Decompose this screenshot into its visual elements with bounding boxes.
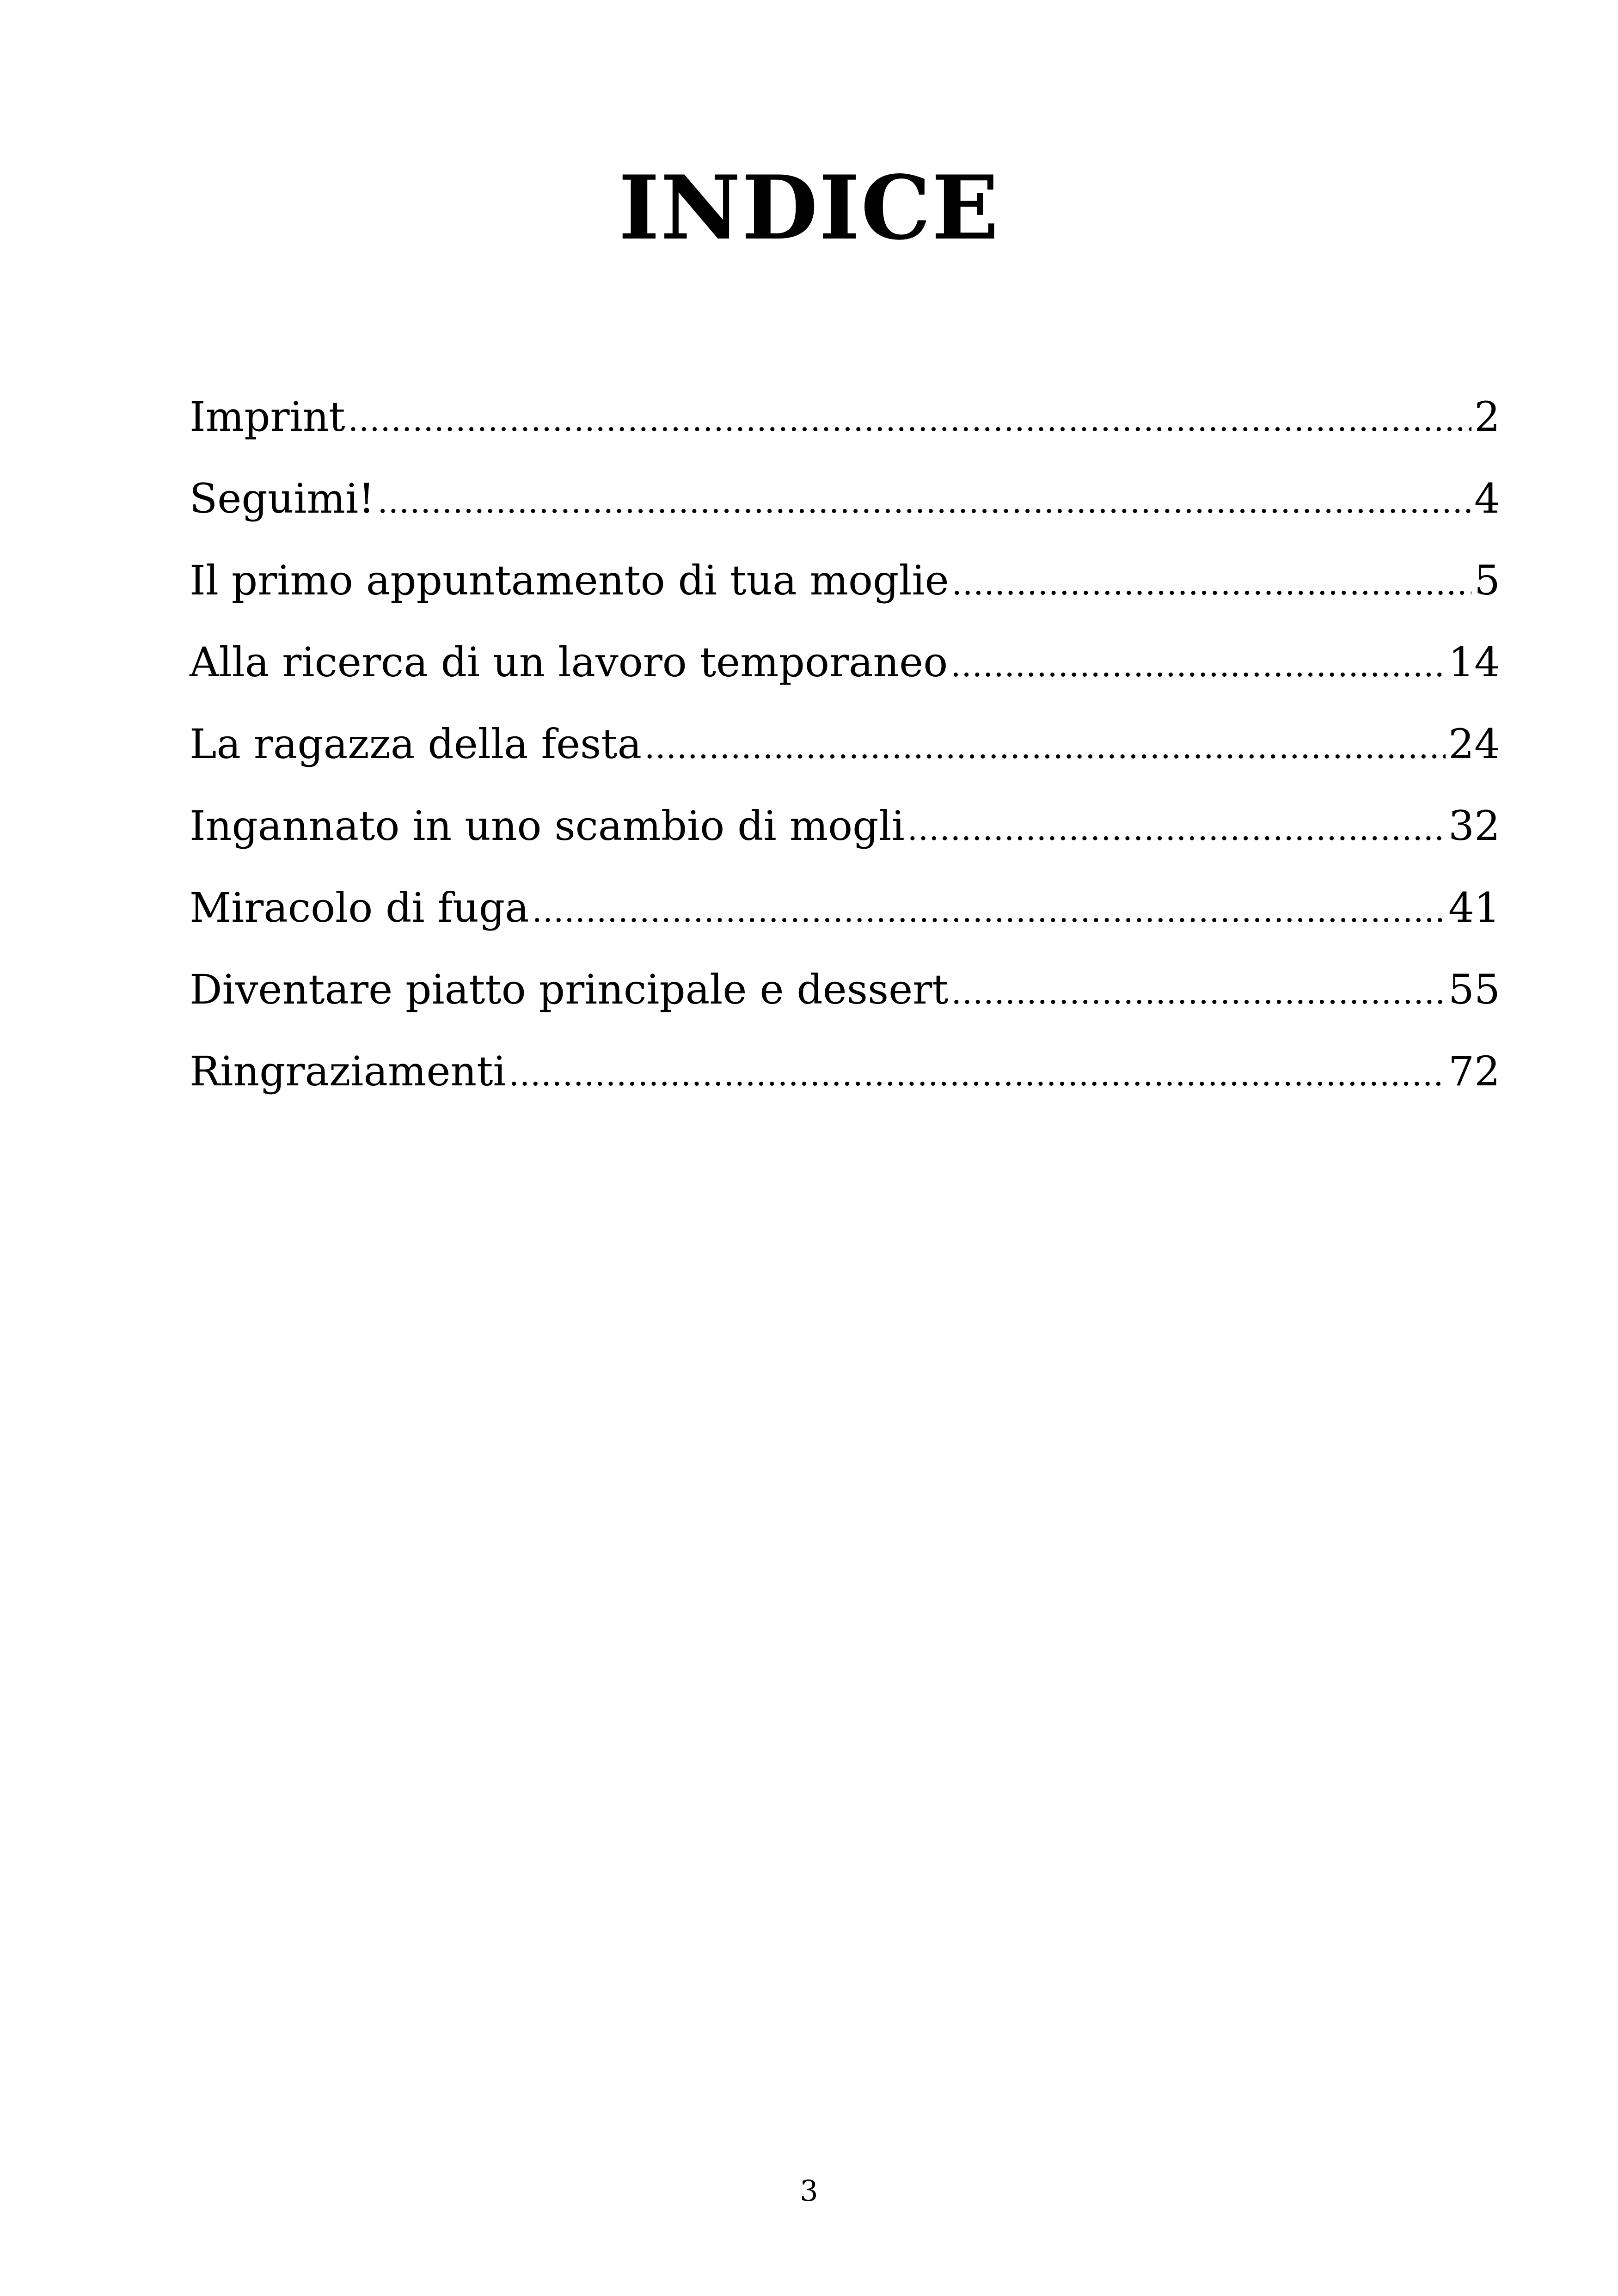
toc-entry-seguimi[interactable]: [190, 464, 1500, 546]
toc-entry-imprint[interactable]: [190, 382, 1500, 464]
toc-dot-leader: [509, 1040, 1446, 1109]
toc-entry-ragazza-festa[interactable]: [190, 710, 1500, 791]
toc-entry-piatto-principale[interactable]: [190, 955, 1500, 1037]
toc-dot-leader: [377, 467, 1471, 536]
toc-entry-title: Ingannato in uno scambio di mogli: [190, 802, 905, 850]
toc-entry-title: Ringraziamenti: [190, 1047, 506, 1095]
toc-dot-leader: [951, 958, 1446, 1027]
toc-entry-title: Miracolo di fuga: [190, 884, 529, 931]
toc-entry-page: 41: [1448, 884, 1500, 931]
toc-entry-page: 72: [1448, 1047, 1500, 1095]
table-of-contents: [190, 382, 1500, 1119]
toc-entry-scambio-mogli[interactable]: [190, 791, 1500, 873]
toc-dot-leader: [952, 549, 1471, 618]
toc-dot-leader: [907, 794, 1446, 863]
toc-entry-title: Il primo appuntamento di tua moglie: [190, 557, 949, 604]
toc-entry-page: 4: [1474, 475, 1500, 522]
toc-dot-leader: [348, 385, 1471, 454]
toc-entry-page: 5: [1474, 557, 1500, 604]
toc-entry-lavoro-temporaneo[interactable]: [190, 628, 1500, 710]
toc-entry-page: 2: [1474, 393, 1500, 441]
toc-dot-leader: [644, 712, 1446, 782]
toc-entry-miracolo-fuga[interactable]: [190, 873, 1500, 955]
toc-dot-leader: [950, 631, 1446, 700]
toc-entry-title: Diventare piatto principale e dessert: [190, 966, 949, 1013]
toc-entry-title: Imprint: [190, 393, 345, 441]
toc-entry-primo-appuntamento[interactable]: [190, 546, 1500, 628]
toc-entry-page: 32: [1448, 802, 1500, 850]
toc-entry-page: 14: [1448, 638, 1500, 686]
toc-entry-page: 55: [1448, 966, 1500, 1013]
page-number: 3: [800, 2174, 818, 2208]
toc-dot-leader: [532, 876, 1446, 945]
toc-entry-title: La ragazza della festa: [190, 720, 642, 768]
toc-entry-title: Alla ricerca di un lavoro temporaneo: [190, 638, 948, 686]
toc-entry-ringraziamenti[interactable]: [190, 1037, 1500, 1119]
toc-entry-title: Seguimi!: [190, 475, 375, 522]
toc-entry-page: 24: [1448, 720, 1500, 768]
page-title: INDICE: [618, 156, 1000, 259]
